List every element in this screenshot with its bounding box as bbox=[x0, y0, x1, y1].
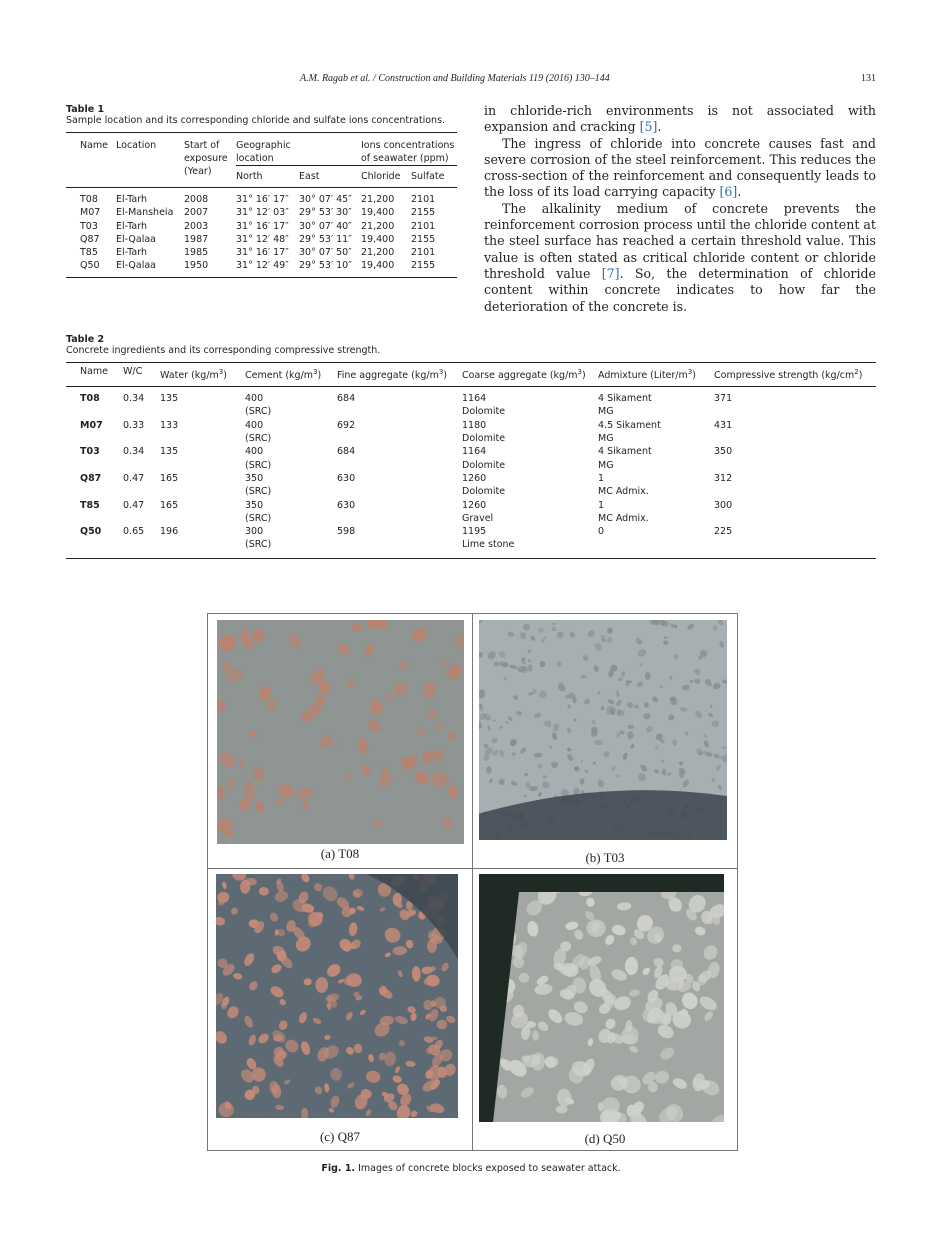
paragraph-3-text: The alkalinity medium of concrete prevents the reinforcement corrosion process until the chloride content at the steel surface has reached a certain threshold value. This value is often stated as critical chloride content or chloride threshold value bbox=[484, 200, 876, 281]
aggregate-particle bbox=[437, 1020, 448, 1029]
t2-cell-admix: 4 Sikament bbox=[598, 393, 652, 405]
t1-cell-chloride: 21,200 bbox=[361, 247, 395, 259]
t2-cell-cement2: (SRC) bbox=[245, 486, 272, 498]
t1-cell-location: El-Qalaa bbox=[116, 260, 156, 272]
table-row bbox=[66, 233, 457, 246]
t2-head-water-sup: 3 bbox=[218, 368, 224, 376]
t1-cell-east: 30° 07′ 45″ bbox=[299, 194, 352, 205]
t2-cell-fine: 684 bbox=[337, 446, 356, 458]
running-header bbox=[300, 73, 876, 84]
t2-cell-coarse: 1260 bbox=[462, 499, 487, 511]
t2-cell-admix2: MC Admix. bbox=[598, 512, 649, 524]
t2-head-fine-text: Fine aggregate (kg/m bbox=[337, 370, 439, 382]
aggregate-particle bbox=[591, 727, 597, 734]
figure-1-caption-label: Fig. 1. bbox=[321, 1163, 356, 1174]
t2-cell-strength: 300 bbox=[714, 499, 733, 511]
t1-cell-start: 2003 bbox=[184, 220, 209, 232]
t2-cell-coarse2: Dolomite bbox=[462, 406, 506, 418]
figure-divider-vertical bbox=[472, 614, 473, 1150]
t1-cell-name: M07 bbox=[80, 207, 101, 219]
t2-cell-water: 165 bbox=[160, 499, 179, 511]
t2-cell-empty bbox=[714, 485, 876, 498]
aggregate-particle bbox=[672, 944, 681, 952]
t2-cell-wc: 0.34 bbox=[123, 446, 145, 458]
t2-cell-empty bbox=[337, 432, 462, 445]
t2-cell-empty bbox=[66, 405, 123, 418]
subcaption-a: (a) T08 bbox=[320, 846, 360, 861]
t1-head-location: Location bbox=[116, 140, 157, 151]
aggregate-particle bbox=[486, 766, 491, 774]
t1-head-geo-text: Geographic location bbox=[236, 140, 291, 164]
t2-cell-empty bbox=[66, 432, 123, 445]
t1-cell-chloride: 19,400 bbox=[361, 233, 395, 245]
t2-cell-empty bbox=[160, 538, 245, 558]
table-2-body bbox=[66, 387, 876, 559]
t2-cell-empty bbox=[337, 538, 462, 558]
t2-cell-strength: 312 bbox=[714, 472, 733, 484]
t2-cell-coarse: 1195 bbox=[462, 526, 487, 538]
table-row bbox=[66, 525, 876, 538]
table-2-grid bbox=[66, 362, 876, 559]
citation-5[interactable]: [5] bbox=[639, 119, 658, 135]
t1-cell-chloride: 19,400 bbox=[361, 260, 395, 272]
t2-cell-empty bbox=[714, 538, 876, 558]
table-row bbox=[66, 206, 457, 219]
t1-cell-start: 1950 bbox=[184, 260, 209, 272]
table-row bbox=[66, 499, 876, 512]
t2-cell-empty bbox=[160, 485, 245, 498]
t1-cell-chloride: 21,200 bbox=[361, 220, 395, 232]
t2-cell-empty bbox=[123, 485, 160, 498]
t1-cell-start: 1987 bbox=[184, 233, 209, 245]
t2-head-cement-sup: 3 bbox=[313, 368, 318, 376]
t2-cell-water: 135 bbox=[160, 446, 179, 458]
table-1-label: Table 1 bbox=[66, 104, 105, 115]
t1-cell-name: Q50 bbox=[80, 260, 100, 272]
t2-cell-admix: 4.5 Sikament bbox=[598, 419, 661, 431]
t1-cell-name: T08 bbox=[80, 194, 98, 205]
t1-cell-sulfate: 2155 bbox=[411, 260, 436, 272]
t1-cell-chloride: 21,200 bbox=[361, 194, 395, 205]
citation-6[interactable]: [6] bbox=[719, 184, 738, 200]
t2-cell-wc: 0.47 bbox=[123, 499, 145, 511]
t2-cell-admix2: MC Admix. bbox=[598, 486, 649, 498]
table-1-body bbox=[66, 188, 457, 278]
t2-cell-empty bbox=[714, 405, 876, 418]
t2-cell-coarse2: Lime stone bbox=[462, 539, 515, 551]
t2-cell-empty bbox=[160, 512, 245, 525]
t2-head-fine-sup: 3 bbox=[438, 368, 444, 376]
concrete-texture bbox=[479, 874, 724, 1122]
t2-cell-cement: 400 bbox=[245, 419, 264, 431]
t1-cell-north: 31° 16′ 17″ bbox=[236, 220, 289, 232]
t2-cell-wc: 0.47 bbox=[123, 472, 145, 484]
t2-cell-fine: 598 bbox=[337, 526, 356, 538]
t2-cell-cement: 350 bbox=[245, 499, 264, 511]
t2-cell-coarse2: Gravel bbox=[462, 512, 494, 524]
t1-head-name: Name bbox=[80, 140, 109, 151]
table-row bbox=[66, 387, 876, 406]
t1-head-ions: Ions concentrations of seawater (ppm) bbox=[361, 140, 455, 164]
t2-cell-admix2: MG bbox=[598, 406, 614, 418]
table-row-continuation bbox=[66, 485, 876, 498]
concrete-texture bbox=[216, 874, 458, 1118]
figure-1 bbox=[207, 613, 738, 1151]
t2-cell-name: T08 bbox=[80, 393, 100, 405]
t2-head-admix-text: Admixture (Liter/m bbox=[598, 370, 688, 382]
t2-cell-fine: 630 bbox=[337, 499, 356, 511]
t2-cell-strength: 431 bbox=[714, 419, 733, 431]
t2-head-water-close: ) bbox=[223, 370, 227, 382]
t2-head-admix bbox=[598, 363, 714, 387]
aggregate-particle bbox=[393, 893, 402, 906]
t1-cell-location: El-Mansheia bbox=[116, 207, 174, 219]
t2-cell-empty bbox=[123, 432, 160, 445]
t2-head-strength-close: ) bbox=[858, 370, 863, 382]
t2-cell-empty bbox=[66, 538, 123, 558]
t1-cell-north: 31° 12′ 49″ bbox=[236, 260, 289, 272]
t2-cell-cement: 300 bbox=[245, 526, 264, 538]
t2-cell-name: T85 bbox=[80, 499, 100, 511]
t2-head-name: Name bbox=[66, 363, 123, 387]
t2-head-strength bbox=[714, 363, 876, 387]
t2-cell-empty bbox=[160, 432, 245, 445]
t2-cell-empty bbox=[337, 485, 462, 498]
t2-head-cement-text: Cement (kg/m bbox=[245, 370, 314, 382]
t2-cell-admix2: MG bbox=[598, 433, 614, 445]
t1-cell-east: 29° 53′ 10″ bbox=[299, 260, 352, 272]
table-1 bbox=[66, 104, 457, 278]
t1-cell-location: El-Tarh bbox=[116, 247, 148, 259]
t1-head-geo bbox=[236, 133, 361, 166]
t1-cell-sulfate: 2101 bbox=[411, 247, 436, 259]
t2-head-wc: W/C bbox=[123, 363, 160, 387]
t1-cell-north: 31° 16′ 17″ bbox=[236, 247, 289, 259]
t2-cell-water: 135 bbox=[160, 393, 179, 405]
t1-cell-name: T03 bbox=[80, 220, 98, 232]
subcaption-b: (b) T03 bbox=[585, 850, 625, 865]
t2-cell-empty bbox=[337, 405, 462, 418]
t2-cell-coarse2: Dolomite bbox=[462, 459, 506, 471]
table-2-label: Table 2 bbox=[66, 334, 105, 345]
t2-cell-empty bbox=[66, 512, 123, 525]
paragraph-1 bbox=[484, 103, 876, 136]
t1-cell-sulfate: 2101 bbox=[411, 194, 436, 205]
t1-cell-location: El-Tarh bbox=[116, 220, 148, 232]
table-1-grid bbox=[66, 132, 457, 278]
t1-cell-east: 30° 07′ 50″ bbox=[299, 247, 352, 259]
t2-cell-empty bbox=[66, 485, 123, 498]
t2-head-coarse-close: ) bbox=[582, 370, 586, 382]
t2-cell-name: Q50 bbox=[80, 526, 102, 538]
figure-1-caption bbox=[66, 1163, 876, 1174]
figure-divider-horizontal bbox=[208, 868, 737, 869]
table-row bbox=[66, 220, 457, 233]
t1-cell-location: El-Tarh bbox=[116, 194, 148, 205]
t2-cell-admix2: MG bbox=[598, 459, 614, 471]
paragraph-2 bbox=[484, 136, 876, 201]
paragraph-2-text: The ingress of chloride into concrete causes fast and severe corrosion of the steel reinforcement. This reduces the cross-section of the reinforcement and consequently leads to the loss of its load carrying capacity bbox=[484, 135, 876, 200]
t2-head-fine bbox=[337, 363, 462, 387]
t1-cell-name: Q87 bbox=[80, 233, 100, 245]
t2-cell-fine: 630 bbox=[337, 472, 356, 484]
t2-cell-empty bbox=[337, 512, 462, 525]
table-row bbox=[66, 419, 876, 432]
t2-cell-coarse: 1180 bbox=[462, 419, 487, 431]
t1-cell-north: 31° 16′ 17″ bbox=[236, 194, 289, 205]
t2-cell-coarse: 1260 bbox=[462, 472, 487, 484]
body-text bbox=[484, 103, 876, 315]
t2-head-strength-sup: 2 bbox=[854, 368, 859, 376]
table-1-caption: Sample location and its corresponding chloride and sulfate ions concentrations. bbox=[66, 115, 446, 126]
photo-q87 bbox=[216, 874, 458, 1118]
t2-cell-cement2: (SRC) bbox=[245, 539, 272, 551]
t1-cell-sulfate: 2101 bbox=[411, 220, 436, 232]
t2-cell-wc: 0.33 bbox=[123, 419, 145, 431]
table-row bbox=[66, 188, 457, 207]
t2-cell-empty bbox=[123, 538, 160, 558]
t2-head-admix-sup: 3 bbox=[687, 368, 693, 376]
t2-cell-admix: 1 bbox=[598, 499, 605, 511]
t2-cell-cement2: (SRC) bbox=[245, 459, 272, 471]
t1-cell-start: 1985 bbox=[184, 247, 209, 259]
t1-cell-north: 31° 12′ 48″ bbox=[236, 233, 289, 245]
t2-cell-empty bbox=[714, 432, 876, 445]
t2-head-admix-close: ) bbox=[692, 370, 696, 382]
t2-cell-empty bbox=[714, 459, 876, 472]
figure-1-caption-text: Images of concrete blocks exposed to seawater attack. bbox=[355, 1163, 621, 1174]
table-2-caption: Concrete ingredients and its corresponding compressive strength. bbox=[66, 345, 381, 356]
subcaption-d: (d) Q50 bbox=[584, 1131, 626, 1146]
t1-head-north: North bbox=[236, 166, 299, 188]
t2-cell-cement2: (SRC) bbox=[245, 406, 272, 418]
t2-cell-coarse: 1164 bbox=[462, 446, 487, 458]
t1-head-east: East bbox=[299, 166, 361, 188]
photo-q50 bbox=[479, 874, 724, 1122]
paragraph-3-end: . So, the determination of chloride content within concrete indicates to how far the deterioration of the concrete is. bbox=[484, 265, 876, 314]
paragraph-2-end: . bbox=[737, 184, 742, 200]
t1-cell-start: 2007 bbox=[184, 207, 209, 219]
t1-head-start: Start of exposure (Year) bbox=[184, 140, 228, 177]
t2-cell-coarse2: Dolomite bbox=[462, 433, 506, 445]
t2-cell-strength: 225 bbox=[714, 526, 733, 538]
t1-cell-name: T85 bbox=[80, 247, 98, 259]
t2-head-fine-close: ) bbox=[443, 370, 448, 382]
table-row bbox=[66, 445, 876, 458]
t2-cell-empty bbox=[123, 512, 160, 525]
table-row bbox=[66, 259, 457, 277]
t2-cell-empty bbox=[123, 405, 160, 418]
t1-cell-start: 2008 bbox=[184, 194, 209, 205]
subcaption-c: (c) Q87 bbox=[319, 1129, 361, 1144]
t2-cell-admix: 4 Sikament bbox=[598, 446, 652, 458]
t2-cell-water: 165 bbox=[160, 472, 179, 484]
t2-cell-wc: 0.34 bbox=[123, 393, 145, 405]
t2-cell-name: T03 bbox=[80, 446, 100, 458]
t2-head-cement bbox=[245, 363, 337, 387]
t2-cell-coarse2: Dolomite bbox=[462, 486, 506, 498]
t2-cell-admix: 1 bbox=[598, 472, 605, 484]
paragraph-3 bbox=[484, 201, 876, 315]
t2-cell-empty bbox=[123, 459, 160, 472]
t2-head-coarse-sup: 3 bbox=[577, 368, 583, 376]
t2-cell-wc: 0.65 bbox=[123, 526, 145, 538]
t2-cell-cement: 400 bbox=[245, 393, 264, 405]
t1-head-chloride: Chloride bbox=[361, 166, 411, 188]
t2-cell-cement2: (SRC) bbox=[245, 512, 272, 524]
t1-cell-sulfate: 2155 bbox=[411, 207, 436, 219]
t2-cell-cement2: (SRC) bbox=[245, 433, 272, 445]
t2-cell-water: 133 bbox=[160, 419, 179, 431]
paragraph-1-text: in chloride-rich environments is not associated with expansion and cracking bbox=[484, 103, 876, 135]
t2-cell-water: 196 bbox=[160, 526, 179, 538]
t2-cell-empty bbox=[160, 459, 245, 472]
t2-cell-fine: 692 bbox=[337, 419, 356, 431]
table-row-continuation bbox=[66, 512, 876, 525]
t2-cell-coarse: 1164 bbox=[462, 393, 487, 405]
t1-cell-east: 29° 53′ 30″ bbox=[299, 207, 352, 219]
table-row-continuation bbox=[66, 459, 876, 472]
t1-cell-east: 30° 07′ 40″ bbox=[299, 220, 352, 232]
t2-head-cement-close: ) bbox=[317, 370, 322, 382]
t2-head-strength-text: Compressive strength (kg/cm bbox=[714, 370, 855, 382]
t2-cell-empty bbox=[66, 459, 123, 472]
table-row bbox=[66, 472, 876, 485]
citation-7[interactable]: [7] bbox=[601, 265, 620, 281]
t2-head-coarse-text: Coarse aggregate (kg/m bbox=[462, 370, 578, 382]
page-number: 131 bbox=[861, 73, 876, 84]
journal-line: A.M. Ragab et al. / Construction and Building Materials 119 (2016) 130–144 bbox=[300, 73, 610, 84]
t1-cell-north: 31° 12′ 03″ bbox=[236, 207, 289, 219]
t2-cell-admix2 bbox=[598, 538, 714, 558]
t2-cell-empty bbox=[337, 459, 462, 472]
t2-cell-empty bbox=[714, 512, 876, 525]
photo-t08 bbox=[217, 620, 464, 844]
aggregate-particle bbox=[240, 761, 245, 768]
t2-cell-admix: 0 bbox=[598, 526, 605, 538]
t1-cell-location: El-Qalaa bbox=[116, 233, 156, 245]
t2-cell-strength: 350 bbox=[714, 446, 733, 458]
t2-cell-strength: 371 bbox=[714, 393, 733, 405]
t1-cell-sulfate: 2155 bbox=[411, 233, 436, 245]
table-2 bbox=[66, 334, 876, 559]
t2-cell-name: M07 bbox=[80, 419, 103, 431]
table-row-continuation bbox=[66, 538, 876, 558]
t2-head-water bbox=[160, 363, 245, 387]
t2-cell-cement: 350 bbox=[245, 472, 264, 484]
t1-head-sulfate: Sulfate bbox=[411, 166, 457, 188]
concrete-texture bbox=[217, 620, 464, 844]
photo-t03 bbox=[479, 620, 727, 840]
t2-cell-cement: 400 bbox=[245, 446, 264, 458]
t2-head-water-text: Water (kg/m bbox=[160, 370, 219, 382]
table-row bbox=[66, 246, 457, 259]
aggregate-particle bbox=[559, 632, 561, 635]
paragraph-1-end: . bbox=[657, 119, 662, 135]
table-row-continuation bbox=[66, 432, 876, 445]
t1-cell-east: 29° 53′ 11″ bbox=[299, 233, 352, 245]
t2-cell-fine: 684 bbox=[337, 393, 356, 405]
t2-cell-name: Q87 bbox=[80, 472, 102, 484]
concrete-texture bbox=[479, 620, 727, 840]
t1-cell-chloride: 19,400 bbox=[361, 207, 395, 219]
t2-head-coarse bbox=[462, 363, 598, 387]
t2-cell-empty bbox=[160, 405, 245, 418]
table-row-continuation bbox=[66, 405, 876, 418]
